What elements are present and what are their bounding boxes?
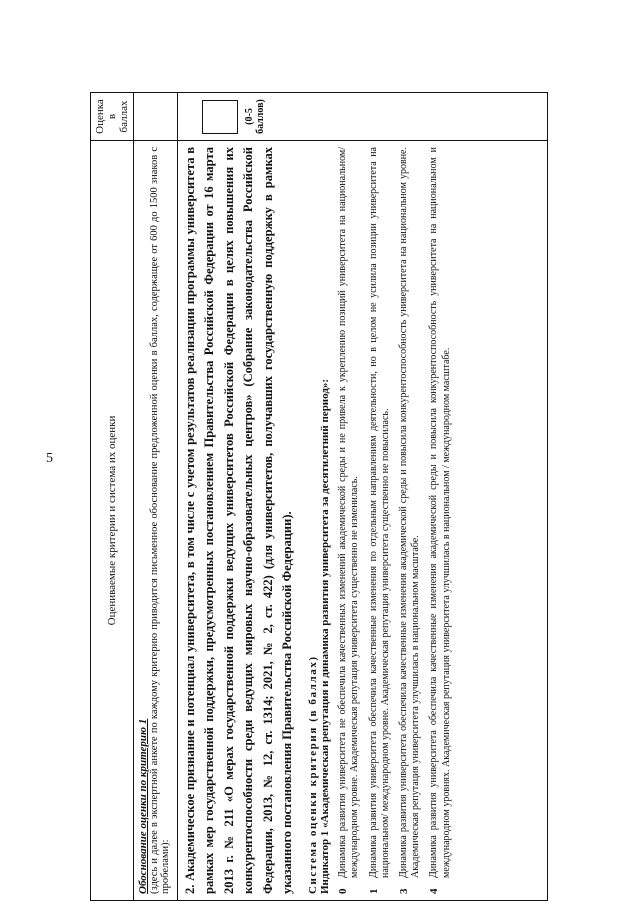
criterion-2-row xyxy=(178,93,548,901)
level-text: Динамика развития университета обеспечила качественные изменения академической среды и повысила конкурентоспособность университета на национальном уровне. Академическая репутация университета улучшилась в национальном масштабе. xyxy=(398,147,422,878)
score-input-box[interactable] xyxy=(202,101,238,135)
justification-note: (здесь и далее в экспертной анкете по каждому критерию приводится письменное обоснование предложенной оценки в баллах, содержащее от 600 до 1500 знаков с пробелами): xyxy=(149,147,171,894)
justification-title: Обоснование оценки по критерию 1 xyxy=(137,718,149,894)
criteria-table xyxy=(90,92,548,901)
header-criteria: Оцениваемые критерии и система их оценки xyxy=(91,141,134,901)
criterion-2-cell xyxy=(178,141,548,901)
level-text: Динамика развития университета не обеспечила качественных изменений академической среды и не привела к укреплению позиций университета на национальном/ международном уровне. Академическая репутация университета существенно не изменилась. xyxy=(337,147,361,878)
indicator-title: Индикатор 1 «Академическая репутация и динамика развития университета за десятилетний период»: xyxy=(319,378,332,894)
criteria-table-rotated xyxy=(90,92,548,901)
level-item xyxy=(428,147,452,894)
level-number: 3 xyxy=(398,888,410,894)
level-item xyxy=(337,147,361,894)
header-score: Оценка в баллах xyxy=(91,93,134,141)
justification-cell xyxy=(134,141,178,901)
level-number: 4 xyxy=(428,888,441,894)
justification-score-cell xyxy=(134,93,178,141)
header-row xyxy=(91,93,134,901)
level-text: Динамика развития университета обеспечила качественные изменения по отдельным направлениям деятельности, но в целом не усилила позиции университета на национальном/ международном уровне. Академическая репутация университета существенно не повысилась. xyxy=(367,147,391,878)
level-item xyxy=(368,147,392,894)
level-text: Динамика развития университета обеспечила качественные изменения академической среды и повысила конкурентоспособность университета на национальном и международном уровнях. Академическая репутация университета улучшилась в национальном / международном масштабе. xyxy=(428,147,452,878)
system-title: Система оценки критерия (в баллах) xyxy=(307,655,320,894)
page-number: 5 xyxy=(46,451,53,466)
score-range: (0-5 баллов) xyxy=(244,99,266,134)
criterion-2-text: 2. Академическое признание и потенциал университета, в том числе с учетом результатов реализации программы университета в рамках мер государственной поддержки, предусмотренных постановлением Правительства Российской Федерации от 16 марта 2013 г. № 211 «О мерах государственной поддержки ведущих университетов Российской Федерации в целях повышения их конкурентоспособности среди ведущих мировых научно-образовательных центров» (Собрание законодательства Российской Федерации, 2013, № 12, ст. 1314; 2021, № 2, ст. 422) (для университетов, получавших государственную поддержку в рамках указанного постановления Правительства Российской Федерации). xyxy=(183,147,294,894)
level-item xyxy=(398,147,422,894)
level-number: 0 xyxy=(337,888,350,894)
criterion-2-score-cell xyxy=(178,93,548,141)
justification-row xyxy=(134,93,178,901)
level-number: 1 xyxy=(367,888,380,894)
